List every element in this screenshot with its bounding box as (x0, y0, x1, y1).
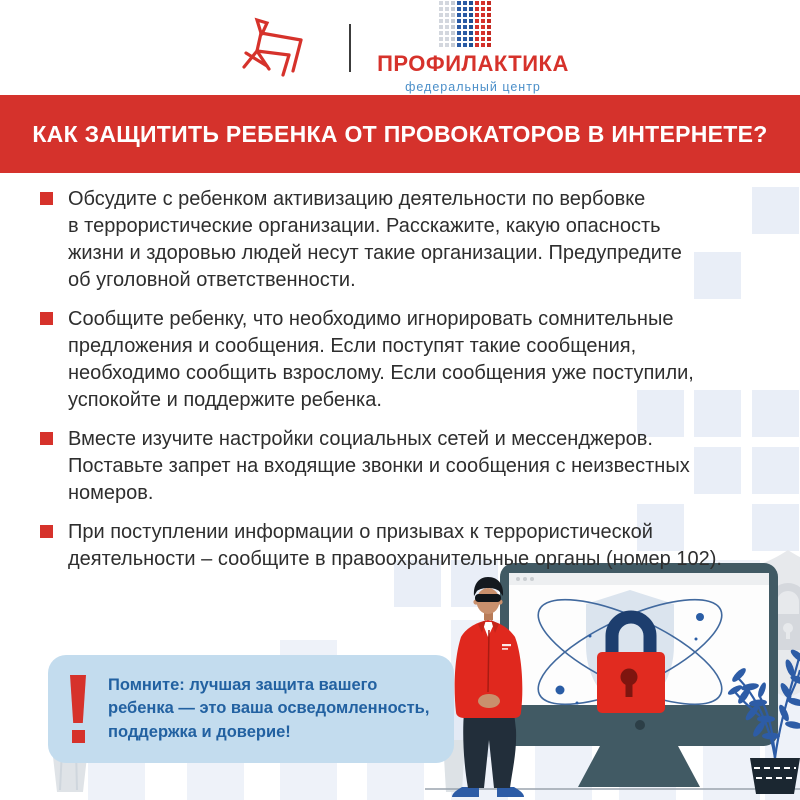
red-square-bullet-icon (40, 432, 53, 445)
header (0, 0, 800, 95)
tip-line: Обсудите с ребенком активизацию деятельности по вербовке (68, 188, 646, 210)
red-square-bullet-icon (40, 312, 53, 325)
tips-list (40, 186, 770, 585)
reminder-note (48, 655, 454, 763)
logo-divider (349, 24, 351, 72)
tip-line: успокойте и поддержите ребенка. (68, 389, 382, 411)
exclamation-icon (70, 675, 86, 743)
tip-line: номеров. (68, 482, 154, 504)
brand-subtitle: федеральный центр (405, 80, 541, 95)
tip-line: Поставьте запрет на входящие звонки и сообщения с неизвестных (68, 455, 690, 477)
list-item (40, 519, 770, 573)
tip-line: предложения и сообщения. Если поступят такие сообщения, (68, 335, 637, 357)
tip-line: в террористические организации. Расскажите, какую опасность (68, 215, 661, 237)
brand-block (377, 1, 569, 95)
note-text: Помните: лучшая защита вашего ребенка — это ваша осведомленность, поддержка и доверие! (108, 676, 430, 741)
tip-line: Вместе изучите настройки социальных сетей и мессенджеров. (68, 428, 653, 450)
brand-title: ПРОФИЛАКТИКА (377, 51, 569, 77)
list-item (40, 306, 770, 414)
tip-line: деятельности – сообщите в правоохранительные органы (номер 102). (68, 548, 722, 570)
title-banner (0, 95, 800, 173)
tip-line: Сообщите ребенку, что необходимо игнорировать сомнительные (68, 308, 674, 330)
tip-line: об уголовной ответственности. (68, 269, 356, 291)
tip-line: необходимо сообщить взрослому. Если сообщения уже поступили, (68, 362, 694, 384)
page-title: КАК ЗАЩИТИТЬ РЕБЕНКА ОТ ПРОВОКАТОРОВ В ИНТЕРНЕТЕ? (32, 120, 768, 147)
list-item (40, 426, 770, 507)
red-square-bullet-icon (40, 192, 53, 205)
tip-line: жизни и здоровью людей несут такие организации. Предупредите (68, 242, 682, 264)
red-square-bullet-icon (40, 525, 53, 538)
tip-line: При поступлении информации о призывах к террористической (68, 521, 653, 543)
red-chair-logo-icon (231, 13, 323, 83)
pixel-grid-logo (439, 1, 492, 48)
list-item (40, 186, 770, 294)
